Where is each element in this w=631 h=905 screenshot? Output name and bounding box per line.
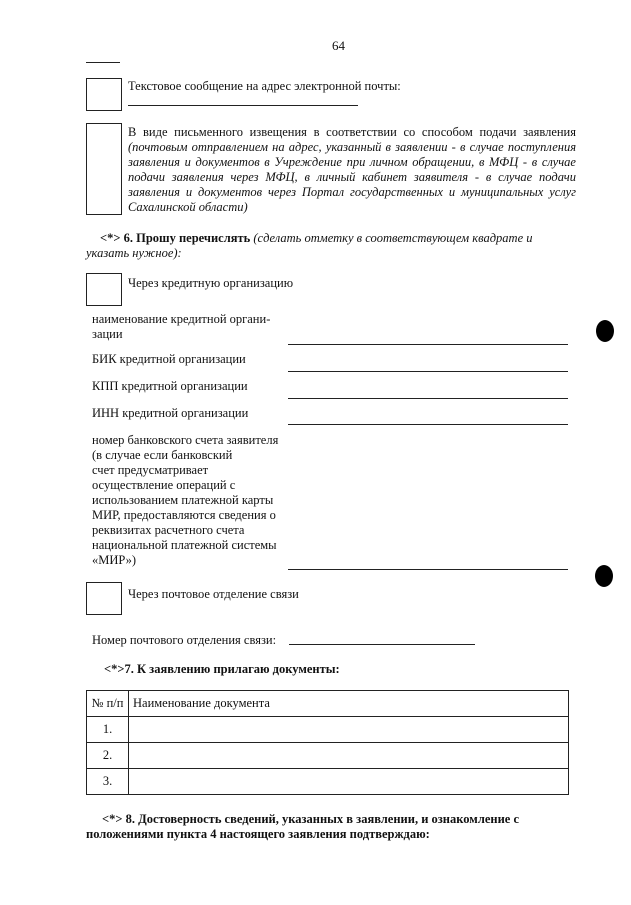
- table-header-name: Наименование документа: [129, 691, 569, 717]
- inn-line[interactable]: [288, 424, 568, 425]
- kpp-line[interactable]: [288, 398, 568, 399]
- table-row: [87, 717, 569, 743]
- post-office-number-label: Номер почтового отделения связи:: [92, 633, 277, 647]
- email-option-checkbox[interactable]: [86, 78, 122, 111]
- table-row: [87, 743, 569, 769]
- email-address-line[interactable]: [128, 105, 358, 106]
- post-office-label: Через почтовое отделение связи: [128, 587, 299, 601]
- bik-line[interactable]: [288, 371, 568, 372]
- inn-label: ИНН кредитной организации: [92, 406, 249, 420]
- table-row-num: 1.: [87, 717, 129, 743]
- table-row-num: 2.: [87, 743, 129, 769]
- table-row-name-cell[interactable]: [129, 717, 569, 743]
- section6-heading: [86, 231, 556, 261]
- credit-org-name-line[interactable]: [288, 344, 568, 345]
- section8-title-text: <*> 8. Достоверность сведений, указанных в заявлении, и ознакомление с положениями пункта 4 настоящего заявления подтверждаю:: [86, 812, 520, 841]
- separator-line: [86, 62, 120, 63]
- documents-table: [86, 690, 569, 795]
- mail-option-text: [128, 125, 576, 215]
- credit-org-label: Через кредитную организацию: [128, 276, 294, 290]
- post-office-checkbox[interactable]: [86, 582, 122, 615]
- table-header-row: [87, 691, 569, 717]
- post-office-number-line[interactable]: [289, 644, 475, 645]
- section7-title: [104, 662, 340, 677]
- punch-hole-mark: [595, 565, 613, 587]
- mail-option-checkbox[interactable]: [86, 123, 122, 215]
- mail-option-note: (почтовым отправлением на адрес, указанный в заявлении - в случае поступления заявления и документов в Учреждение при личном обращении, в МФЦ - в случае подачи заявления через МФЦ, в личный кабинет заявителя - в случае подачи заявления и документов через Портал государственных и муниципальных услуг Сахалинской области): [128, 140, 576, 214]
- table-row: [87, 769, 569, 795]
- credit-org-checkbox[interactable]: [86, 273, 122, 306]
- section6-title: <*> 6. Прошу перечислять: [100, 231, 251, 245]
- credit-org-name-label: наименование кредитной органи- зации: [92, 312, 271, 341]
- table-row-name-cell[interactable]: [129, 743, 569, 769]
- table-row-name-cell[interactable]: [129, 769, 569, 795]
- account-line[interactable]: [288, 569, 568, 570]
- kpp-label: КПП кредитной организации: [92, 379, 248, 393]
- email-option-label: Текстовое сообщение на адрес электронной почты:: [128, 79, 401, 93]
- bik-label: БИК кредитной организации: [92, 352, 246, 366]
- documents-table-wrapper: [86, 690, 569, 795]
- page-number: 64: [332, 38, 345, 53]
- table-row-num: 3.: [87, 769, 129, 795]
- section6-note: (сделать отметку в соответствующем квадрате и указать нужное):: [86, 231, 533, 260]
- punch-hole-mark: [596, 320, 614, 342]
- table-header-num: № п/п: [87, 691, 129, 717]
- section7-title-text: <*>7. К заявлению прилагаю документы:: [104, 662, 340, 676]
- mail-option-lead: В виде письменного извещения в соответствии со способом подачи заявления: [128, 125, 576, 139]
- account-label: номер банковского счета заявителя (в случае если банковский счет предусматривает осуществление операций с использованием платежной карты МИР, предоставляются сведения о реквизитах расчетного счета национальной платежной системы «МИР»): [92, 433, 279, 567]
- section8-title: [86, 812, 556, 842]
